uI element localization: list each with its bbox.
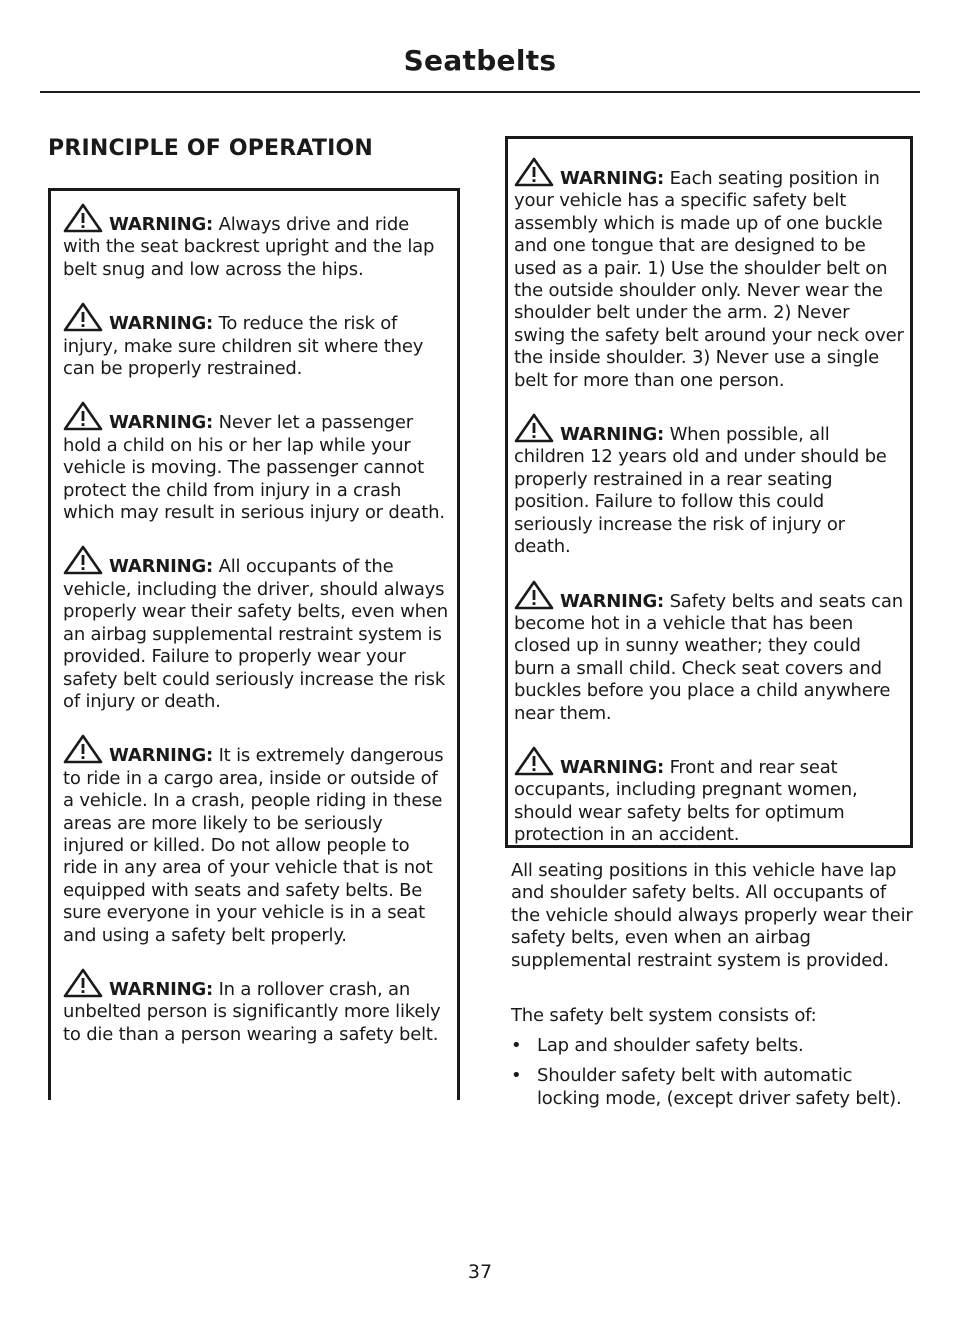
body-intro: The safety belt system consists of: xyxy=(511,1005,817,1026)
warning-item xyxy=(63,545,449,713)
page-number: 37 xyxy=(467,1261,493,1283)
warning-text: Always drive and ride with the seat backrest upright and the lap belt snug and low across the hips. xyxy=(63,214,435,280)
warning-text: All occupants of the vehicle, including the driver, should always properly wear their safety belts, even when an airbag supplemental restraint system is provided. Failure to properly wear your safety belt could seriously increase the risk of injury or death. xyxy=(63,556,448,712)
body-paragraph: All seating positions in this vehicle have lap and shoulder safety belts. All occupants of the vehicle should always properly wear their safety belts, even when an airbag supplemental restraint system is provided. xyxy=(511,860,913,971)
right-warning-list xyxy=(514,157,904,868)
warning-item xyxy=(63,968,449,1046)
warning-text: Never let a passenger hold a child on his or her lap while your vehicle is moving. The passenger cannot protect the child from injury in a crash which may result in serious injury or death. xyxy=(63,412,445,524)
warning-item xyxy=(63,734,449,947)
warning-triangle-icon xyxy=(63,734,103,764)
warning-label: WARNING: xyxy=(109,978,214,1000)
warning-item xyxy=(514,157,904,392)
warning-triangle-icon xyxy=(514,580,554,610)
right-warning-box xyxy=(505,136,913,848)
warning-label: WARNING: xyxy=(109,313,214,335)
section-heading: PRINCIPLE OF OPERATION xyxy=(48,136,374,161)
warning-label: WARNING: xyxy=(560,168,665,189)
warning-label: WARNING: xyxy=(109,412,214,434)
warning-item xyxy=(514,580,904,725)
left-warning-list xyxy=(63,203,449,1067)
warning-label: WARNING: xyxy=(109,556,214,578)
warning-item xyxy=(514,413,904,558)
left-warning-box xyxy=(48,188,460,1100)
warning-text: Front and rear seat occupants, including pregnant women, should wear safety belts for optimum protection in an accident. xyxy=(514,756,858,846)
list-item xyxy=(511,1035,911,1057)
bullet-dot: • xyxy=(511,1035,522,1056)
warning-text: In a rollover crash, an unbelted person is significantly more likely to die than a person wearing a safety belt. xyxy=(63,978,441,1045)
warning-label: WARNING: xyxy=(560,590,665,612)
warning-text: To reduce the risk of injury, make sure children sit where they can be properly restrained. xyxy=(63,313,424,380)
warning-label: WARNING: xyxy=(560,756,665,778)
warning-triangle-icon xyxy=(514,157,554,187)
warning-item xyxy=(63,203,449,281)
warning-text: It is extremely dangerous to ride in a cargo area, inside or outside of a vehicle. In a crash, people riding in these areas are more likely to be seriously injured or killed. Do not allow people to ride in any area of your vehicle that is not equipped with seats and safety belts. Be sure everyone in your vehicle is in a seat and using a safety belt properly. xyxy=(63,745,444,946)
warning-item xyxy=(63,302,449,380)
bullet-list xyxy=(511,1035,911,1118)
warning-triangle-icon xyxy=(63,302,103,332)
header-divider xyxy=(40,91,920,93)
warning-label: WARNING: xyxy=(560,424,665,446)
warning-label: WARNING: xyxy=(109,745,214,767)
warning-triangle-icon xyxy=(63,968,103,998)
warning-label: WARNING: xyxy=(109,214,214,235)
list-item xyxy=(511,1065,911,1110)
warning-text: Safety belts and seats can become hot in a vehicle that has been closed up in sunny weather; they could burn a small child. Check seat covers and buckles before you place a child anywhere near them. xyxy=(514,590,903,724)
warning-triangle-icon xyxy=(63,203,103,233)
bullet-text: Lap and shoulder safety belts. xyxy=(537,1035,804,1056)
warning-triangle-icon xyxy=(63,545,103,575)
bullet-text: Shoulder safety belt with automatic locking mode, (except driver safety belt). xyxy=(537,1065,902,1109)
warning-text: When possible, all children 12 years old and under should be properly restrained in a rear seating position. Failure to follow this could seriously increase the risk of injury or death. xyxy=(514,424,887,558)
warning-triangle-icon xyxy=(514,746,554,776)
warning-item xyxy=(63,401,449,524)
warning-item xyxy=(514,746,904,847)
page-header-title: Seatbelts xyxy=(403,44,557,77)
warning-triangle-icon xyxy=(63,401,103,431)
warning-triangle-icon xyxy=(514,413,554,443)
bullet-dot: • xyxy=(511,1065,522,1087)
warning-text: Each seating position in your vehicle has a specific safety belt assembly which is made up of one buckle and one tongue that are designed to be used as a pair. 1) Use the shoulder belt on the outside shoulder only. Never wear the shoulder belt under the arm. 2) Never swing the safety belt around your neck over the inside shoulder. 3) Never use a single belt for more than one person. xyxy=(514,168,904,391)
